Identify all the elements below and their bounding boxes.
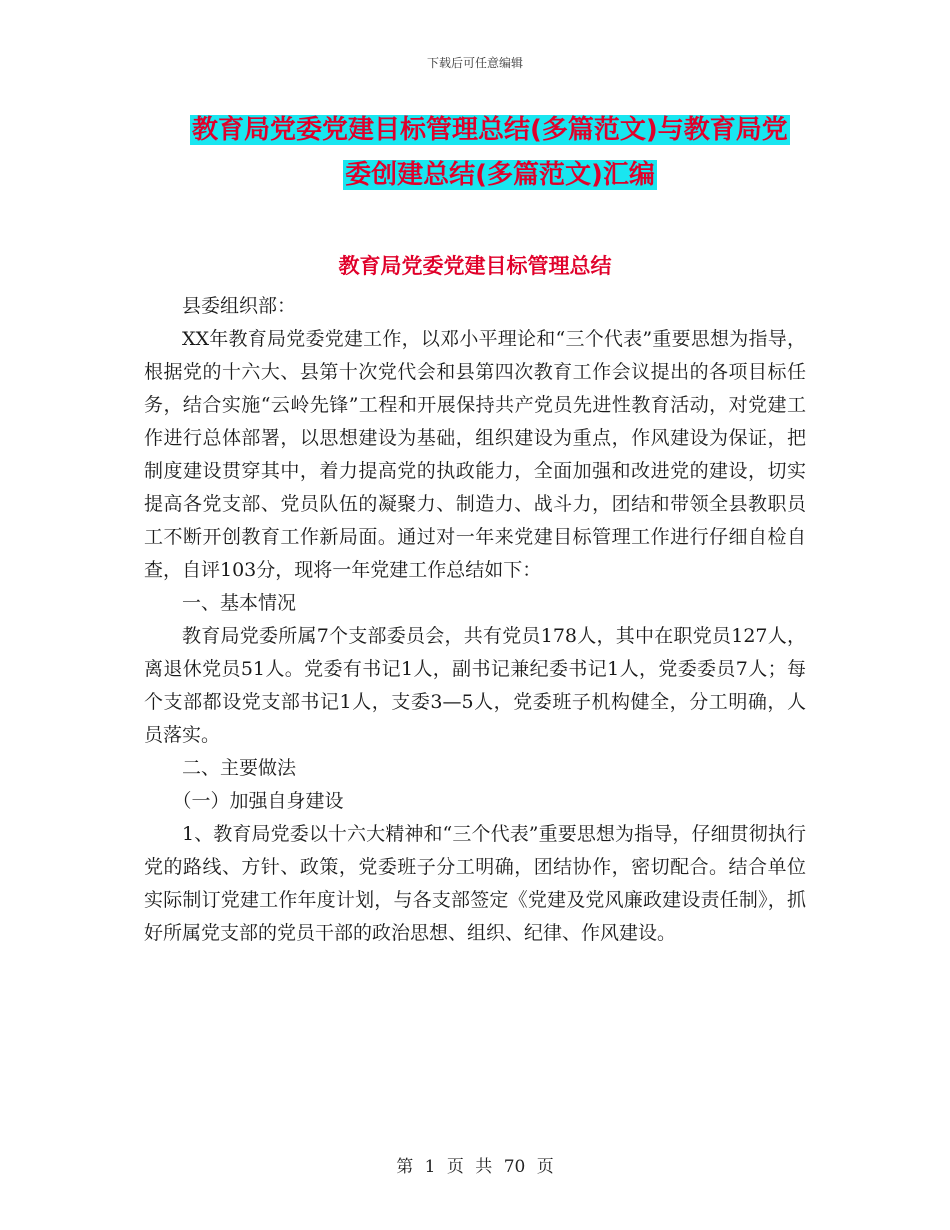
subheading-self-building: （一）加强自身建设 bbox=[172, 790, 344, 812]
heading-main-practices: 二、主要做法 bbox=[182, 757, 297, 779]
paragraph: XX年教育局党委党建工作，以邓小平理论和“三个代表”重要思想为指导，根据党的十六大、县第十次党代会和县第四次教育工作会议提出的各项目标任务，结合实施“云岭先锋”工程和开展保持共产党员先进性教育活动，对党建工作进行总体部署，以思想建设为基础，组织建设为重点，作风建设为保证，把制度建设贯穿其中，着力提高党的执政能力，全面加强和改进党的建设，切实提高各党支部、党员队伍的凝聚力、制造力、战斗力，团结和带领全县教职员工不断开创教育工作新局面。通过对一年来党建目标管理工作进行仔细自检自查，自评103分，现将一年党建工作总结如下： bbox=[144, 328, 806, 581]
document-body bbox=[144, 290, 806, 950]
title-line-2: 委创建总结(多篇范文)汇编 bbox=[345, 160, 655, 190]
section-title: 教育局党委党建目标管理总结 bbox=[338, 254, 612, 278]
paragraph: 教育局党委所属7个支部委员会，共有党员178人，其中在职党员127人，离退休党员51人。党委有书记1人，副书记兼纪委书记1人，党委委员7人；每个支部都设党支部书记1人，支委3—5人，党委班子机构健全，分工明确，人员落实。 bbox=[144, 625, 806, 746]
title-line-1: 教育局党委党建目标管理总结(多篇范文)与教育局党 bbox=[192, 115, 788, 145]
paragraph: 1、教育局党委以十六大精神和“三个代表”重要思想为指导，仔细贯彻执行党的路线、方针、政策，党委班子分工明确，团结协作，密切配合。结合单位实际制订党建工作年度计划，与各支部签定《党建及党风廉政建设责任制》，抓好所属党支部的党员干部的政治思想、组织、纪律、作风建设。 bbox=[144, 823, 806, 944]
page-number: 第 1 页 共 70 页 bbox=[396, 1157, 554, 1177]
document-title bbox=[190, 108, 810, 198]
heading-basic-situation: 一、基本情况 bbox=[182, 592, 297, 614]
salutation: 县委组织部： bbox=[182, 295, 297, 317]
header-note: 下载后可任意编辑 bbox=[426, 56, 523, 70]
